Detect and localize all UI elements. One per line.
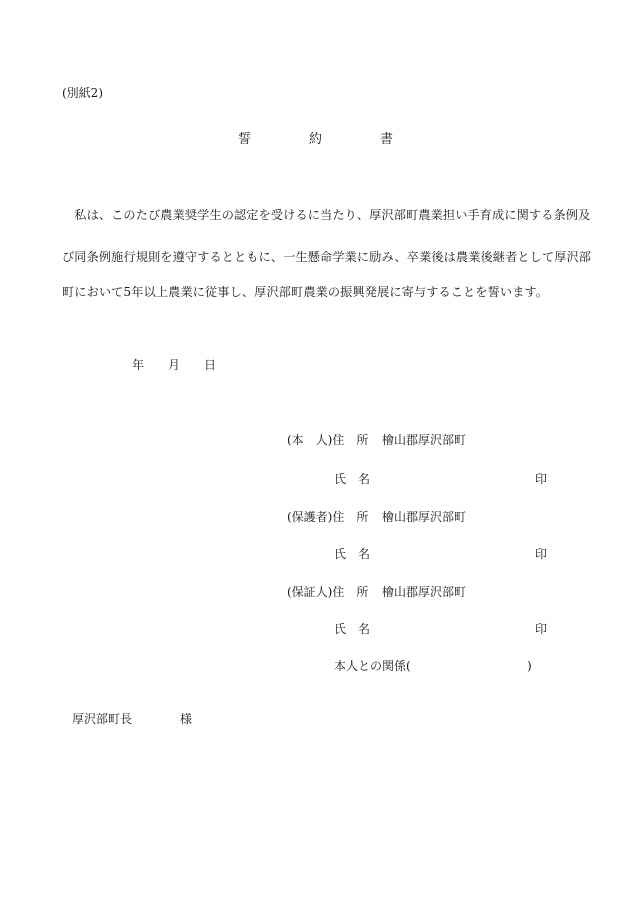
date-day-label: 日 bbox=[204, 358, 217, 372]
guardian-address-value: 檜山郡厚沢部町 bbox=[382, 510, 467, 524]
guarantor-address-value: 檜山郡厚沢部町 bbox=[382, 585, 467, 599]
relation-close-paren: ) bbox=[527, 659, 532, 673]
principal-name-label: 氏 名 bbox=[334, 472, 371, 486]
body-line-1: 私は、このたび農業奨学生の認定を受けるに当たり、厚沢部町農業担い手育成に関する条例及 bbox=[62, 208, 591, 222]
addressee-honorific: 様 bbox=[180, 712, 193, 726]
guarantor-name-label: 氏 名 bbox=[334, 622, 371, 636]
attachment-label: (別紙2) bbox=[62, 86, 103, 100]
guardian-name-label: 氏 名 bbox=[334, 547, 371, 561]
addressee-name: 厚沢部町長 bbox=[72, 712, 133, 726]
relation-label: 本人との関係( bbox=[334, 659, 411, 673]
date-year-label: 年 bbox=[132, 358, 145, 372]
body-line-3: 町において5年以上農業に従事し、厚沢部町農業の振興発展に寄与することを誓います。 bbox=[62, 285, 549, 299]
principal-address-label: (本 人)住 所 bbox=[287, 433, 369, 447]
guarantor-address-label: (保証人)住 所 bbox=[287, 585, 369, 599]
principal-seal-mark: 印 bbox=[535, 472, 548, 486]
principal-address-value: 檜山郡厚沢部町 bbox=[382, 433, 467, 447]
date-month-label: 月 bbox=[168, 358, 181, 372]
guardian-address-label: (保護者)住 所 bbox=[287, 510, 369, 524]
guardian-seal-mark: 印 bbox=[535, 547, 548, 561]
title-char-1: 誓 bbox=[238, 132, 252, 147]
title-char-2: 約 bbox=[309, 132, 323, 147]
title-char-3: 書 bbox=[380, 132, 394, 147]
body-line-2: び同条例施行規則を遵守するとともに、一生懸命学業に励み、卒業後は農業後継者として厚沢部 bbox=[62, 250, 592, 264]
guarantor-seal-mark: 印 bbox=[535, 622, 548, 636]
